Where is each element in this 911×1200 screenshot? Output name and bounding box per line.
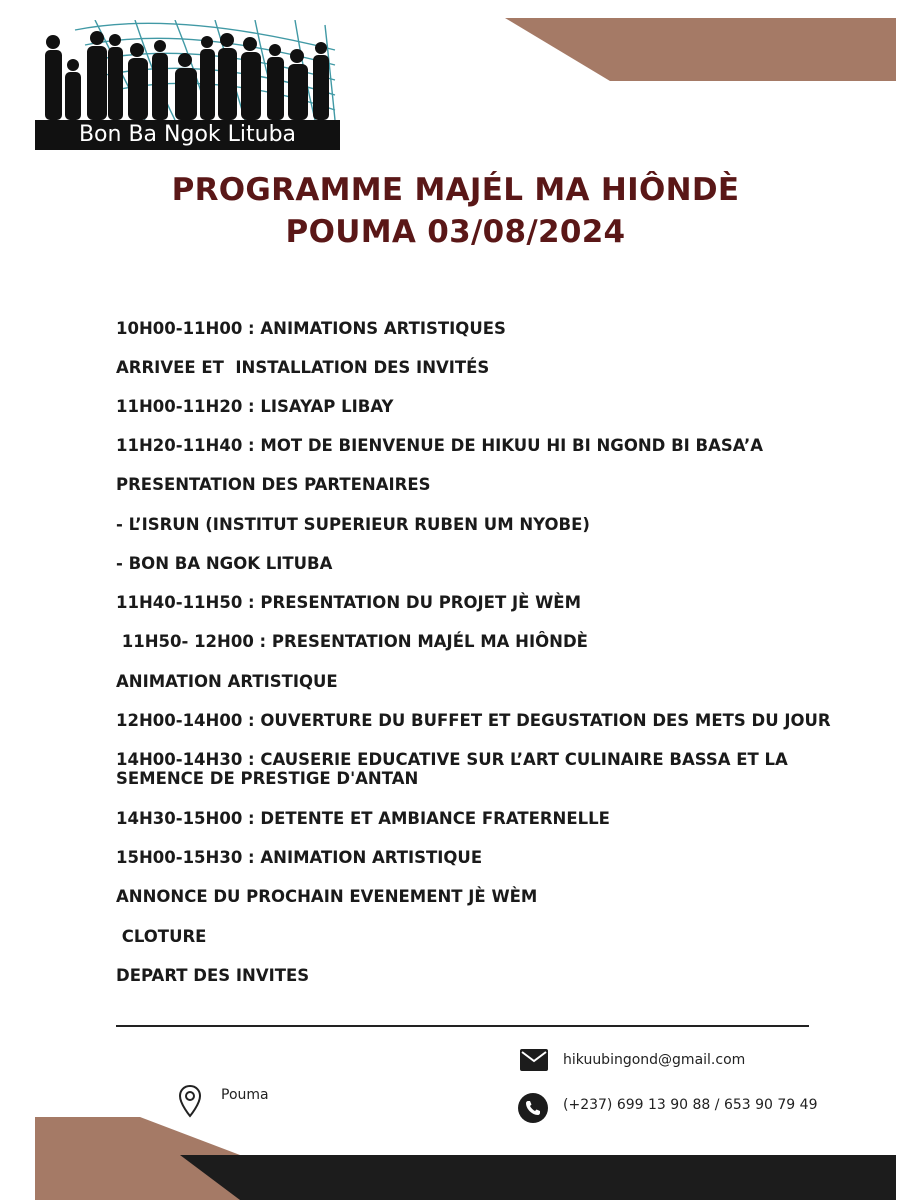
programme-item: ANIMATION ARTISTIQUE <box>116 672 338 691</box>
programme-item: ARRIVEE ET INSTALLATION DES INVITÉS <box>116 358 490 377</box>
programme-item: 11H20-11H40 : MOT DE BIENVENUE DE HIKUU HI BI NGOND BI BASA’A <box>116 436 764 455</box>
contact-location: Pouma <box>221 1087 269 1103</box>
bottom-decorative-band <box>0 1110 911 1200</box>
page-title: PROGRAMME MAJÉL MA HIÔNDÈ <box>171 172 740 208</box>
programme-item: 14H30-15H00 : DETENTE ET AMBIANCE FRATERNELLE <box>116 809 610 828</box>
programme-item: PRESENTATION DES PARTENAIRES <box>116 475 431 494</box>
logo-silhouettes-graphic <box>35 20 340 120</box>
envelope-icon <box>520 1049 548 1071</box>
programme-item: SEMENCE DE PRESTIGE D'ANTAN <box>116 769 419 788</box>
programme-item: 14H00-14H30 : CAUSERIE EDUCATIVE SUR L’ART CULINAIRE BASSA ET LA <box>116 750 788 769</box>
programme-item: 10H00-11H00 : ANIMATIONS ARTISTIQUES <box>116 319 506 338</box>
programme-item: - L’ISRUN (INSTITUT SUPERIEUR RUBEN UM NYOBE) <box>116 515 590 534</box>
programme-item: CLOTURE <box>116 927 207 946</box>
page-subtitle: POUMA 03/08/2024 <box>285 214 626 250</box>
divider <box>116 1025 809 1027</box>
logo <box>35 20 340 150</box>
top-decorative-band <box>505 18 896 81</box>
logo-text: Bon Ba Ngok Lituba <box>78 122 297 147</box>
programme-item: 11H50- 12H00 : PRESENTATION MAJÉL MA HIÔNDÈ <box>116 632 588 651</box>
contact-phone[interactable]: (+237) 699 13 90 88 / 653 90 79 49 <box>563 1097 818 1113</box>
programme-item: - BON BA NGOK LITUBA <box>116 554 333 573</box>
programme-item: 11H40-11H50 : PRESENTATION DU PROJET JÈ WÈM <box>116 593 581 612</box>
programme-item: DEPART DES INVITES <box>116 966 310 985</box>
contact-email[interactable]: hikuubingond@gmail.com <box>563 1052 746 1068</box>
programme-item: ANNONCE DU PROCHAIN EVENEMENT JÈ WÈM <box>116 887 538 906</box>
programme-item: 12H00-14H00 : OUVERTURE DU BUFFET ET DEGUSTATION DES METS DU JOUR <box>116 711 831 730</box>
programme-item: 11H00-11H20 : LISAYAP LIBAY <box>116 397 394 416</box>
programme-item: 15H00-15H30 : ANIMATION ARTISTIQUE <box>116 848 483 867</box>
